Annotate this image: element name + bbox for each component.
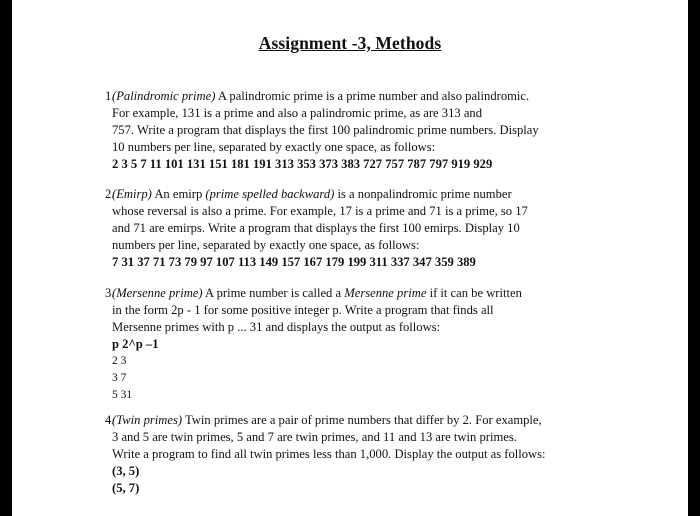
exercise-line: numbers per line, separated by exactly one space, as follows: <box>112 238 420 252</box>
exercise-line: 757. Write a program that displays the first 100 palindromic prime numbers. Display <box>112 123 539 137</box>
sample-output: 7 31 37 71 73 79 97 107 113 149 157 167 179 199 311 337 347 359 389 <box>112 255 476 269</box>
exercise-number: 4. <box>105 413 115 427</box>
exercise-2 <box>105 186 592 271</box>
exercise-heading: (Palindromic prime) <box>112 89 216 103</box>
exercise-1 <box>105 88 592 173</box>
exercise-line: whose reversal is also a prime. For example, 17 is a prime and 71 is a prime, so 17 <box>112 204 528 218</box>
document-page <box>12 0 688 516</box>
exercise-line: in the form 2p - 1 for some positive integer p. Write a program that finds all <box>112 303 494 317</box>
sample-output-row: 3 7 <box>112 372 127 384</box>
exercise-line: (Palindromic prime) A palindromic prime is a prime number and also palindromic. <box>112 89 530 103</box>
exercise-line: Write a program to find all twin primes less than 1,000. Display the output as follows: <box>112 447 546 461</box>
left-black-border <box>0 0 12 516</box>
sample-output-row: (3, 5) <box>112 464 140 478</box>
exercise-term: Mersenne prime <box>344 286 427 300</box>
exercise-subheading: (prime spelled backward) <box>205 187 335 201</box>
exercise-line: 10 numbers per line, separated by exactly one space, as follows: <box>112 140 436 154</box>
exercise-heading: (Emirp) <box>112 187 152 201</box>
exercise-line: (Emirp) An emirp (prime spelled backward) is a nonpalindromic prime number <box>112 187 512 201</box>
exercise-line: (Twin primes) Twin primes are a pair of prime numbers that differ by 2. For example, <box>112 413 542 427</box>
exercise-number: 3. <box>105 286 115 300</box>
exercise-line: Mersenne primes with p ... 31 and displays the output as follows: <box>112 320 441 334</box>
exercise-heading: (Mersenne prime) <box>112 286 203 300</box>
sample-output-row: (5, 7) <box>112 481 140 495</box>
exercise-3 <box>105 285 592 404</box>
exercise-heading: (Twin primes) <box>112 413 183 427</box>
exercise-line: For example, 131 is a prime and also a palindromic prime, as are 313 and <box>112 106 483 120</box>
exercise-number: 2. <box>105 187 115 201</box>
page-title: Assignment -3, Methods <box>258 33 442 53</box>
exercise-4 <box>105 412 592 497</box>
sample-output-row: 5 31 <box>112 389 133 401</box>
exercise-line: 3 and 5 are twin primes, 5 and 7 are twin primes, and 11 and 13 are twin primes. <box>112 430 517 444</box>
exercise-line: and 71 are emirps. Write a program that displays the first 100 emirps. Display 10 <box>112 221 520 235</box>
exercise-line: (Mersenne prime) A prime number is called a Mersenne prime if it can be written <box>112 286 522 300</box>
sample-output-row: 2 3 <box>112 355 127 367</box>
exercise-number: 1. <box>105 89 115 103</box>
sample-output-header: p 2^p –1 <box>112 337 159 351</box>
right-black-border <box>688 0 700 516</box>
sample-output: 2 3 5 7 11 101 131 151 181 191 313 353 373 383 727 757 787 797 919 929 <box>112 157 493 171</box>
